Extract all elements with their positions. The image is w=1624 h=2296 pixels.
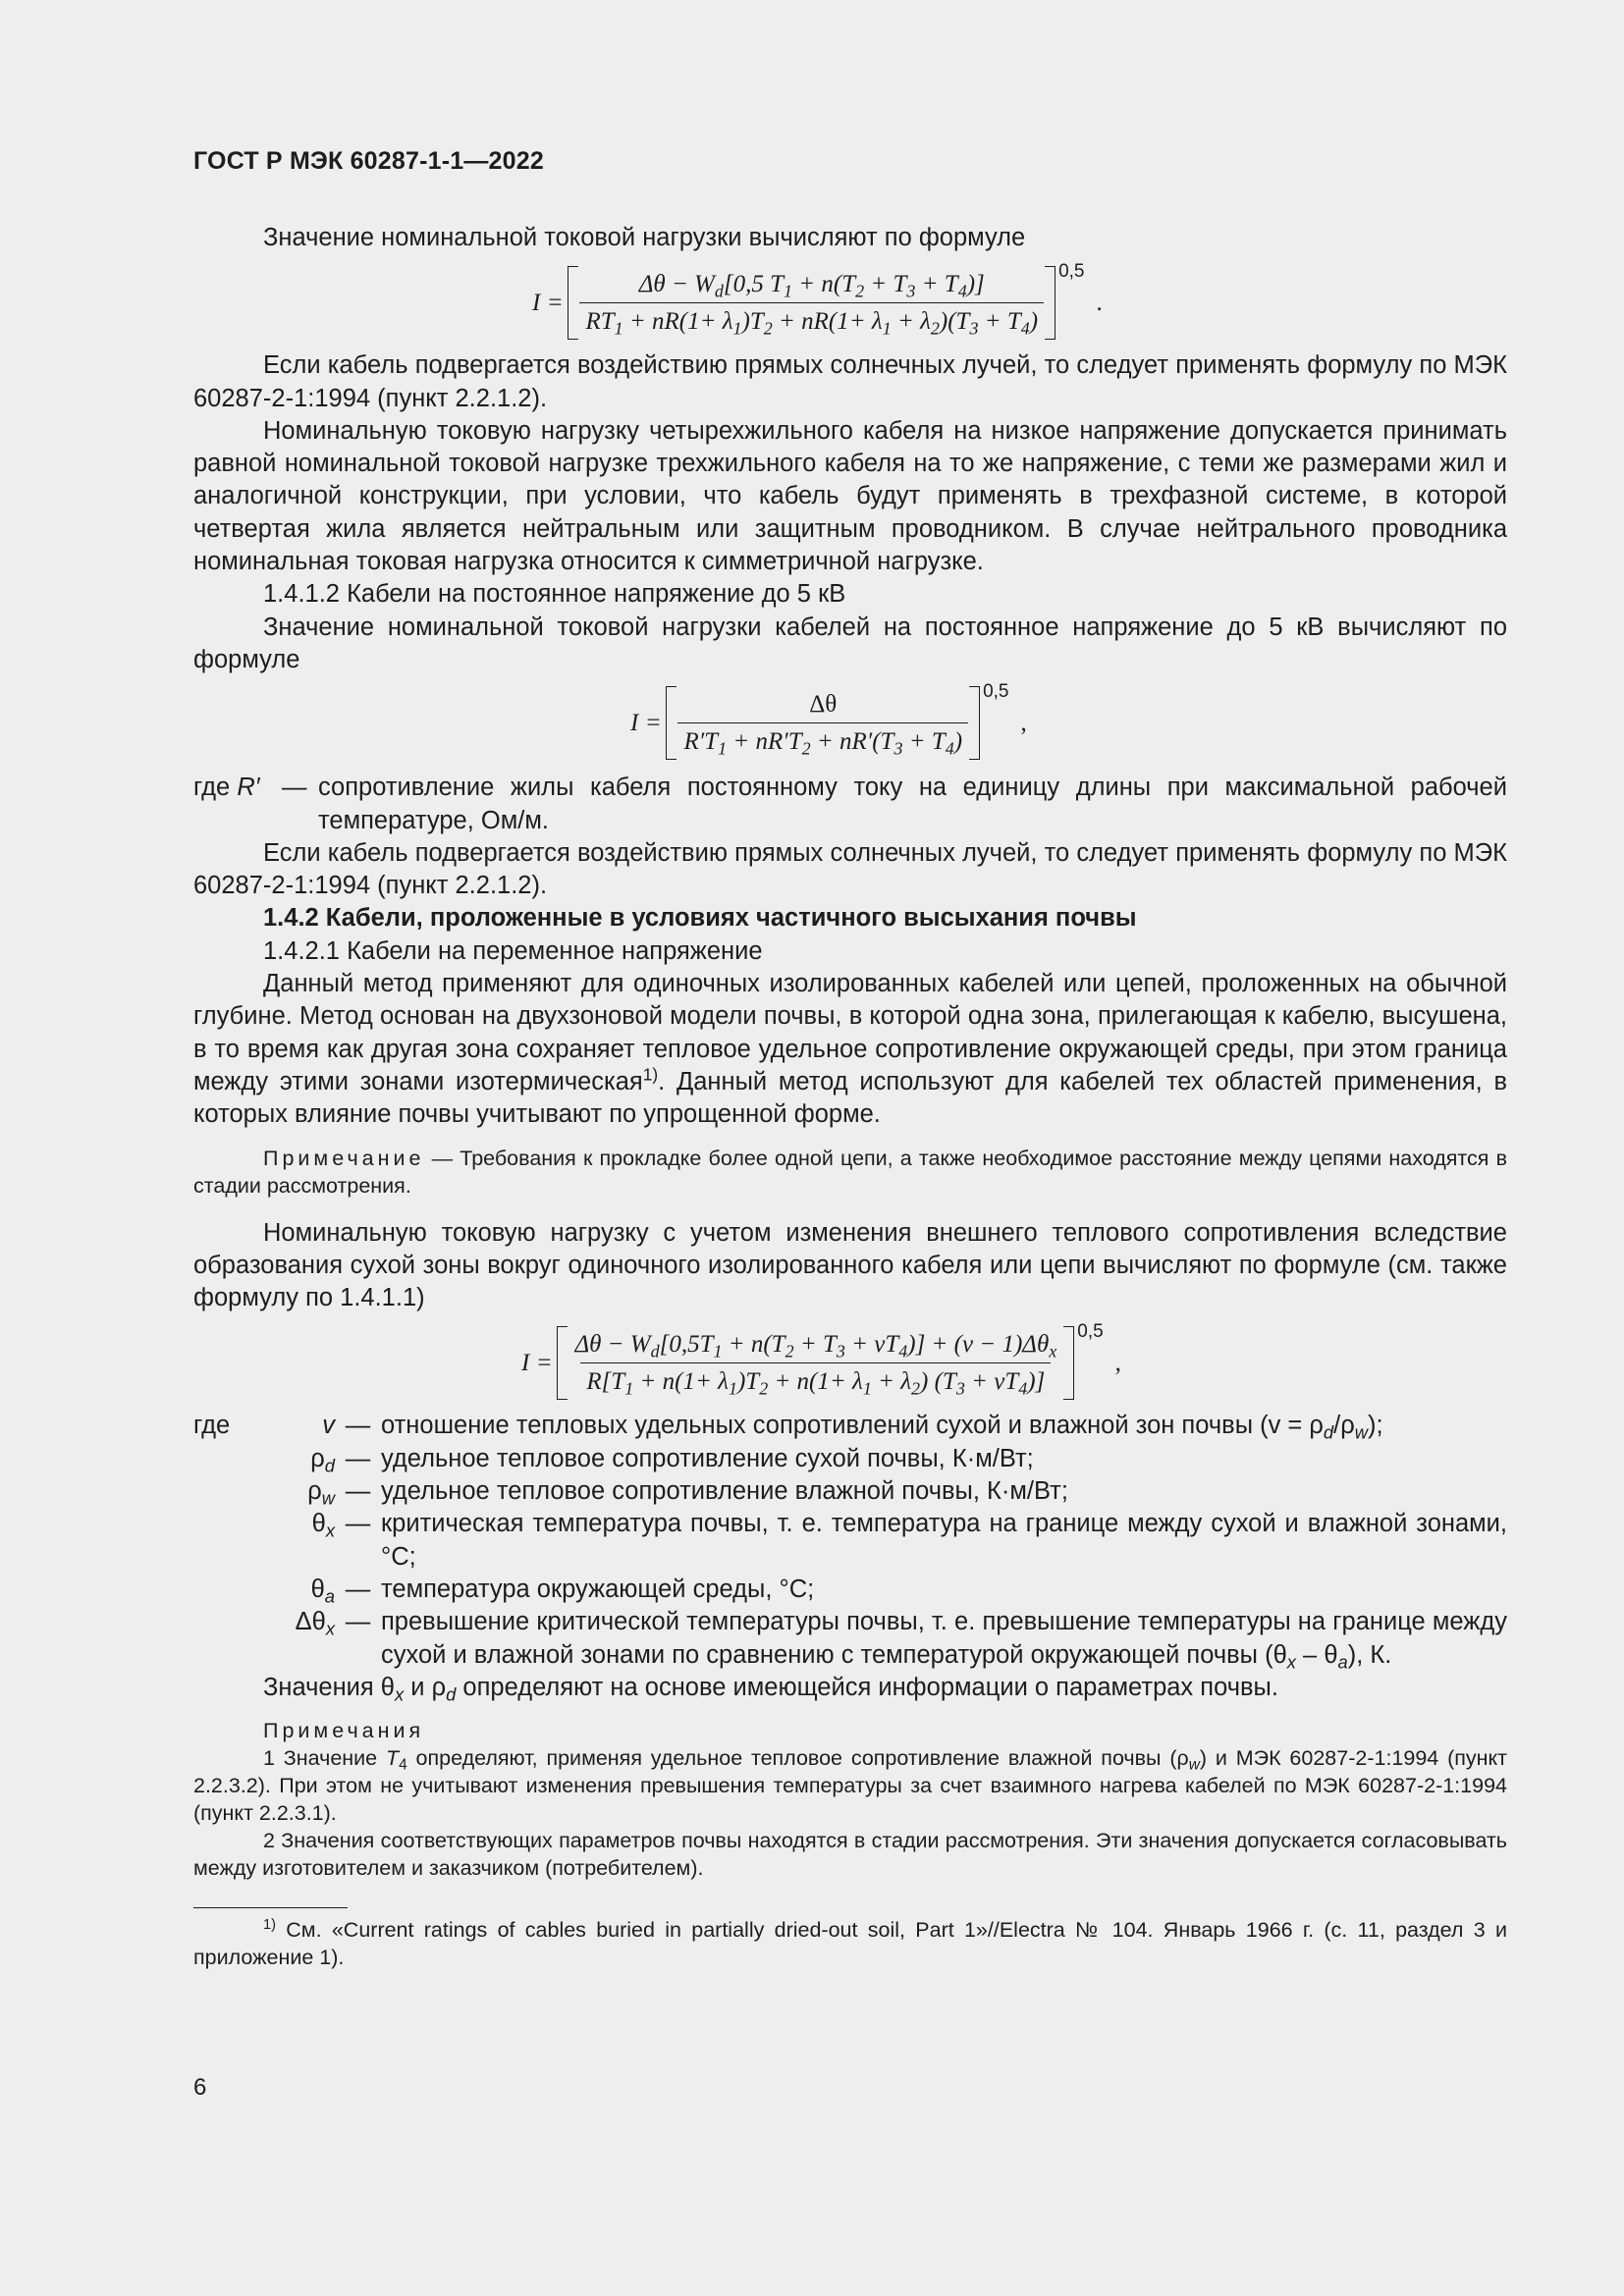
footnote: $^{1)}$ См. «Current ratings of cables buried in partially dried-out soil, Part 1»//Electra № 104. Январь 1966 г. (с. 11, раздел 3 и приложение 1). [193, 1917, 1507, 1970]
section-heading-1421: 1.4.2.1 Кабели на переменное напряжение [263, 936, 763, 965]
definition-symbol: $\theta_a$ [310, 1575, 335, 1607]
where-prefix: где R′ [193, 774, 260, 802]
notes-label: Примечания [263, 1719, 425, 1743]
formula-exponent: 0,5 [1058, 261, 1085, 283]
formula-numerator: Δθ [809, 691, 838, 719]
dry-zone-paragraph: Номинальную токовую нагрузку с учетом изменения внешнего теплового сопротивления вследствие образования сухой зоны вокруг одиночного изолированного кабеля или цепи вычисляют по формуле (см. также формулу по 1.4.1.1) [193, 1218, 1507, 1312]
definition-symbol: $\rho_w$ [307, 1477, 335, 1509]
formula-exponent: 0,5 [983, 681, 1009, 703]
section-heading-142: 1.4.2 Кабели, проложенные в условиях частичного высыхания почвы [263, 904, 1137, 933]
formula-denominator: $RT_1 + nR(1+ \lambda_1)T_2 + nR(1+ \lambda_1 + \lambda_2)(T_3 + T_4)$ [579, 302, 1044, 334]
note-label: Примечание [263, 1146, 425, 1170]
footnote-divider [193, 1907, 348, 1908]
standard-header: ГОСТ Р МЭК 60287-1-1—2022 [193, 147, 544, 175]
definition-text: отношение тепловых удельных сопротивлений сухой и влажной зон почвы $(v = \rho_d/\rho_w)$; [381, 1412, 1383, 1443]
formula-bracket [666, 686, 980, 760]
formula-fraction [677, 691, 968, 759]
definition-dash: — [345, 1510, 371, 1538]
symbol-definitions [193, 1410, 1507, 1671]
definition-symbol: v [322, 1412, 335, 1440]
formula-punctuation: . [1096, 290, 1103, 317]
definition-dash: — [282, 774, 307, 802]
formula-lhs: I [521, 1350, 530, 1377]
definition-symbol: $\rho_d$ [310, 1444, 335, 1476]
values-paragraph: Значения $\theta_x$ и $\rho_d$ определяют на основе имеющейся информации о параметрах почвы. [263, 1673, 1278, 1705]
page-content [193, 222, 1507, 1971]
formula-punctuation: , [1114, 1350, 1121, 1377]
definition-dash: — [345, 1477, 371, 1506]
formula-bracket [568, 266, 1056, 340]
formula-numerator: $\Delta\theta - W_d[0,5$ $T_1 + n(T_2 + T_3 + T_4)$] [638, 271, 985, 301]
formula-dc-rating [630, 681, 1507, 760]
formula-equals: = [646, 710, 661, 737]
definition-dash: — [345, 1444, 371, 1472]
note-paragraph: Примечание — Требования к прокладке более одной цепи, а также необходимое расстояние между цепями находятся в стадии рассмотрения. [193, 1146, 1507, 1198]
formula-punctuation: , [1020, 710, 1027, 737]
formula-ac-rating [532, 261, 1507, 340]
definition-row [193, 1443, 1507, 1475]
definition-row [193, 1475, 1507, 1508]
definition-row [193, 1508, 1507, 1574]
formula-numerator: $\Delta\theta - W_d[0,5T_1 + n(T_2 + T_3 + vT_4)] + (v - 1)\Delta\theta_x$ [574, 1331, 1057, 1362]
method-paragraph: Данный метод применяют для одиночных изолированных кабелей или цепей, проложенных на обычной глубине. Метод основан на двухзоновой модели почвы, в которой одна зона, прилегающая к кабелю, высушена, в то время как другая зона сохраняет тепловое удельное сопротивление окружающей среды, при этом граница между этими зонами изотермическая$^{1)}$. Данный метод используют для кабелей тех областей применения, в которых влияние почвы учитывают по упрощенной форме. [193, 970, 1507, 1129]
formula-lhs: I [532, 290, 541, 317]
definition-row [193, 1606, 1507, 1672]
definition-text: сопротивление жилы кабеля постоянному току на единицу длины при максимальной рабочей температуре, Ом/м. [318, 774, 1507, 834]
definition-row [193, 1410, 1507, 1442]
formula-exponent: 0,5 [1077, 1321, 1104, 1343]
intro-paragraph: Значение номинальной токовой нагрузки вычисляют по формуле [263, 224, 1026, 251]
definition-dash: — [345, 1412, 371, 1440]
note-item-1: 1 Значение $T_4$ определяют, применяя удельное тепловое сопротивление влажной почвы $(\rho_w)$ и МЭК 60287-2-1:1994 (пункт 2.2.3.2). При этом не учитывают изменения превышения температуры за счет взаимного нагрева кабелей по МЭК 60287-2-1:1994 (пункт 2.2.3.1). [193, 1746, 1508, 1826]
definition-dash: — [345, 1608, 371, 1636]
definition-text: удельное тепловое сопротивление сухой почвы, К·м/Вт; [381, 1444, 1034, 1472]
note-item-2: 2 Значения соответствующих параметров почвы находятся в стадии рассмотрения. Эти значения допускается согласовывать между изготовителем и заказчиком (потребителем). [193, 1829, 1507, 1881]
section-heading-1412: 1.4.1.2 Кабели на постоянное напряжение до 5 кВ [263, 580, 846, 609]
formula-fraction [568, 1331, 1062, 1399]
definition-text: температура окружающей среды, °С; [381, 1575, 815, 1603]
definition-symbol: $\Delta\theta_x$ [295, 1608, 335, 1639]
where-r-definition [193, 772, 1507, 837]
footnote-reference[interactable]: 1) [642, 1064, 659, 1085]
definition-text: превышение критической температуры почвы, т. е. превышение температуры на границе между сухой и влажной зонами по сравнению с температурой окружающей почвы $(\theta_x - \theta_a)$, К. [381, 1608, 1507, 1672]
formula-denominator: $R'T_1 + nR'T_2 + nR'(T_3 + T_4)$ [677, 722, 968, 754]
formula-fraction [579, 271, 1044, 339]
definition-text: критическая температура почвы, т. е. температура на границе между сухой и влажной зонами, °С; [381, 1510, 1507, 1571]
footnote-mark: 1) [263, 1917, 276, 1934]
dc-paragraph: Значение номинальной токовой нагрузки кабелей на постоянное напряжение до 5 кВ вычисляют по формуле [193, 613, 1507, 673]
formula-equals: = [537, 1350, 552, 1377]
formula-dry-zone-rating [521, 1321, 1507, 1400]
definition-dash: — [345, 1575, 371, 1603]
definition-symbol: $\theta_x$ [311, 1510, 335, 1541]
where-prefix: где [193, 1412, 231, 1440]
sun-paragraph-2: Если кабель подвергается воздействию прямых солнечных лучей, то следует применять формулу по МЭК 60287-2-1:1994 (пункт 2.2.1.2). [193, 838, 1507, 900]
definition-text: удельное тепловое сопротивление влажной почвы, К·м/Вт; [381, 1477, 1068, 1506]
page-number: 6 [193, 2074, 207, 2101]
sun-paragraph-1: Если кабель подвергается воздействию прямых солнечных лучей, то следует применять формулу по МЭК 60287-2-1:1994 (пункт 2.2.1.2). [193, 351, 1507, 412]
formula-lhs: I [630, 710, 639, 737]
formula-equals: = [548, 290, 563, 317]
definition-row [193, 1574, 1507, 1606]
four-core-paragraph: Номинальную токовую нагрузку четырехжильного кабеля на низкое напряжение допускается принимать равной номинальной токовой нагрузке трехжильного кабеля на то же напряжение, с теми же размерами жил и аналогичной конструкции, при условии, что кабель будут применять в трехфазной системе, в которой четвертая жила является нейтральным или защитным проводником. В случае нейтрального проводника номинальная токовая нагрузка относится к симметричной нагрузке. [193, 416, 1507, 576]
formula-bracket [557, 1326, 1074, 1400]
formula-denominator: $R[T_1 + n(1+ \lambda_1)T_2 + n(1+ \lambda_1 + \lambda_2) (T_3 + vT_4)]$ [580, 1362, 1051, 1394]
